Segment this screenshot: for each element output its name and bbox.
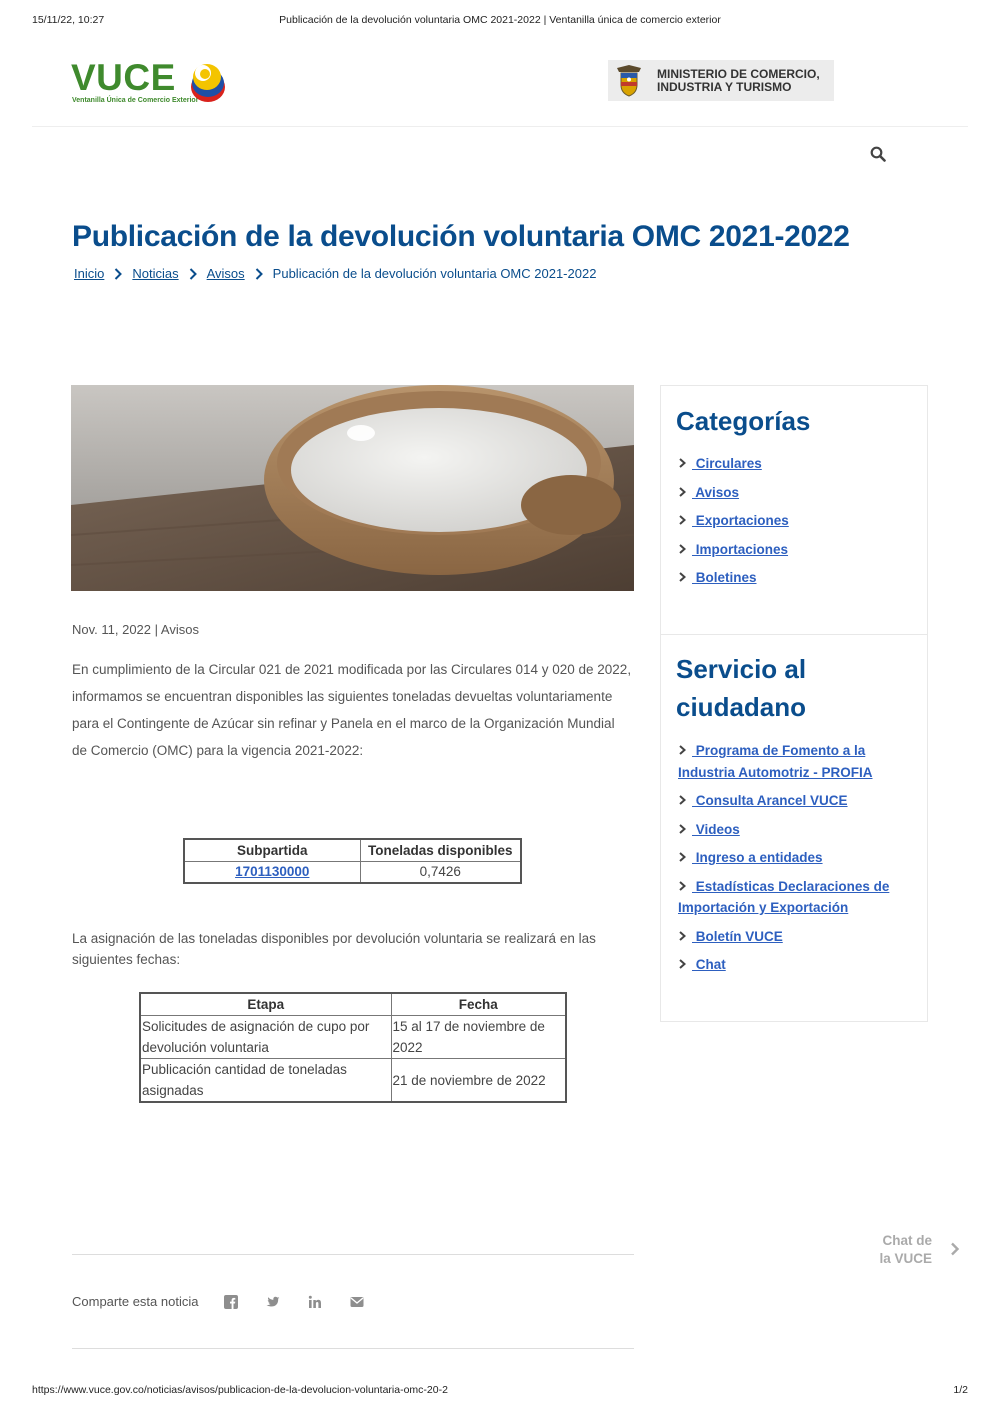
sugar-bowl-image: [71, 385, 634, 591]
chevron-right-icon: [678, 572, 687, 582]
list-item: [678, 740, 918, 783]
sidebar-divider: [661, 634, 927, 635]
service-link-profia[interactable]: Programa de Fomento a la Industria Automotriz - PROFIA: [678, 743, 873, 780]
category-link-exportaciones[interactable]: Exportaciones: [692, 513, 789, 528]
page-title: Publicación de la devolución voluntaria OMC 2021-2022: [72, 220, 850, 253]
article-hero-image: [71, 385, 634, 591]
share-bar: [72, 1294, 392, 1309]
share-label: Comparte esta noticia: [72, 1294, 199, 1309]
chevron-right-icon: [678, 959, 687, 969]
service-heading-line2: ciudadano: [676, 692, 807, 722]
table-cell: 15 al 17 de noviembre de 2022: [391, 1016, 566, 1059]
logo-emblem-icon: [189, 57, 227, 105]
article-lead-paragraph: En cumplimiento de la Circular 021 de 2021 modificada por las Circulares 014 y 020 de 2022, informamos se encuentran disponibles las siguientes toneladas devueltas voluntariamente para el Contingente de Azúcar sin refinar y Panela en el marco de la Organización Mundial de Comercio (OMC) para la vigencia 2021-2022:: [72, 662, 632, 758]
table-cell: Publicación cantidad de toneladas asignadas: [140, 1059, 391, 1103]
search-icon: [870, 146, 886, 162]
header-divider: [32, 126, 968, 127]
chat-label-line1: Chat de: [882, 1233, 932, 1248]
list-item: [678, 482, 918, 504]
list-item: [678, 567, 918, 589]
tonnage-table: [183, 838, 522, 884]
print-header: [32, 14, 968, 30]
list-item: [678, 926, 918, 948]
table-row: [140, 1059, 566, 1103]
list-item: [678, 453, 918, 475]
category-link-circulares[interactable]: Circulares: [692, 456, 762, 471]
list-item: [678, 790, 918, 812]
list-item: [678, 819, 918, 841]
service-heading-line1: Servicio al: [676, 654, 807, 684]
ministry-badge[interactable]: [608, 60, 834, 101]
table-header-cell: Etapa: [140, 993, 391, 1016]
chevron-right-icon: [678, 515, 687, 525]
chat-vuce-button[interactable]: [876, 1232, 966, 1268]
list-item: [678, 847, 918, 869]
service-link-chat[interactable]: Chat: [692, 957, 726, 972]
breadcrumb: [74, 266, 596, 281]
list-item: [678, 954, 918, 976]
chevron-right-icon: [678, 852, 687, 862]
category-link-boletines[interactable]: Boletines: [692, 570, 757, 585]
table-cell: [184, 861, 360, 883]
table-cell: 21 de noviembre de 2022: [391, 1059, 566, 1103]
ministry-text: [657, 68, 820, 94]
breadcrumb-notices-link[interactable]: Avisos: [206, 266, 245, 281]
table-cell: Solicitudes de asignación de cupo por devolución voluntaria: [140, 1016, 391, 1059]
service-link-ingreso[interactable]: Ingreso a entidades: [692, 850, 823, 865]
sidebar: [660, 385, 928, 1022]
subpartida-link[interactable]: 1701130000: [235, 864, 310, 880]
breadcrumb-current: Publicación de la devolución voluntaria OMC 2021-2022: [272, 266, 597, 281]
table-header-row: [184, 839, 521, 861]
list-item: [678, 539, 918, 561]
service-link-boletin[interactable]: Boletín VUCE: [692, 928, 783, 944]
service-link-videos[interactable]: Videos: [692, 821, 740, 837]
breadcrumb-home-link[interactable]: Inicio: [74, 266, 105, 281]
categories-list: [678, 453, 918, 589]
chevron-right-icon: [678, 487, 687, 497]
share-divider-top: [72, 1254, 634, 1255]
colombia-crest-icon: [614, 64, 644, 97]
table-cell: 0,7426: [360, 861, 521, 883]
chevron-right-icon: [678, 931, 687, 941]
twitter-icon[interactable]: [266, 1295, 280, 1309]
chevron-right-icon: [114, 268, 122, 280]
share-icons: [224, 1295, 392, 1309]
share-divider-bottom: [72, 1348, 634, 1349]
chevron-right-icon: [678, 824, 687, 834]
linkedin-icon[interactable]: [308, 1295, 322, 1309]
service-list: [678, 740, 918, 976]
ministry-line2: INDUSTRIA Y TURISMO: [657, 80, 792, 94]
print-title: Publicación de la devolución voluntaria OMC 2021-2022 | Ventanilla única de comercio exterior: [279, 14, 721, 26]
chevron-right-icon: [950, 1242, 960, 1256]
article-paragraph: La asignación de las toneladas disponibles por devolución voluntaria se realizará en las siguientes fechas:: [72, 931, 596, 967]
vuce-logo[interactable]: [71, 57, 231, 107]
service-link-estadisticas[interactable]: Estadísticas Declaraciones de Importación y Exportación: [678, 878, 890, 915]
list-item: [678, 876, 918, 919]
search-button[interactable]: [870, 146, 890, 166]
chat-label-line2: la VUCE: [879, 1251, 932, 1266]
chevron-right-icon: [678, 745, 687, 755]
service-link-arancel[interactable]: Consulta Arancel VUCE: [692, 793, 848, 808]
category-link-avisos[interactable]: Avisos: [692, 484, 740, 500]
table-header-cell: Fecha: [391, 993, 566, 1016]
table-header-cell: Toneladas disponibles: [360, 839, 521, 861]
service-heading: [676, 650, 806, 726]
chevron-right-icon: [678, 458, 687, 468]
schedule-table: [139, 992, 567, 1103]
chevron-right-icon: [678, 544, 687, 554]
print-page-number: 1/2: [953, 1384, 968, 1396]
table-header-row: [140, 993, 566, 1016]
email-icon[interactable]: [350, 1295, 364, 1309]
category-link-importaciones[interactable]: Importaciones: [692, 541, 789, 557]
table-row: [140, 1016, 566, 1059]
print-date: 15/11/22, 10:27: [32, 14, 105, 26]
logo-subtitle: Ventanilla Única de Comercio Exterior: [72, 97, 199, 104]
chat-label: [876, 1232, 932, 1268]
breadcrumb-news-link[interactable]: Noticias: [132, 266, 179, 281]
table-header-cell: Subpartida: [184, 839, 360, 861]
article-meta: Nov. 11, 2022 | Avisos: [72, 622, 199, 637]
categories-heading: Categorías: [676, 406, 811, 436]
chevron-right-icon: [678, 795, 687, 805]
chevron-right-icon: [255, 268, 263, 280]
logo-word: VUCE: [71, 57, 176, 98]
facebook-icon[interactable]: [224, 1295, 238, 1309]
print-url: https://www.vuce.gov.co/noticias/avisos/publicacion-de-la-devolucion-voluntaria-omc-20-2: [32, 1384, 448, 1396]
chevron-right-icon: [189, 268, 197, 280]
table-row: [184, 861, 521, 883]
list-item: [678, 510, 918, 532]
chevron-right-icon: [678, 881, 687, 891]
ministry-line1: MINISTERIO DE COMERCIO,: [657, 67, 820, 81]
